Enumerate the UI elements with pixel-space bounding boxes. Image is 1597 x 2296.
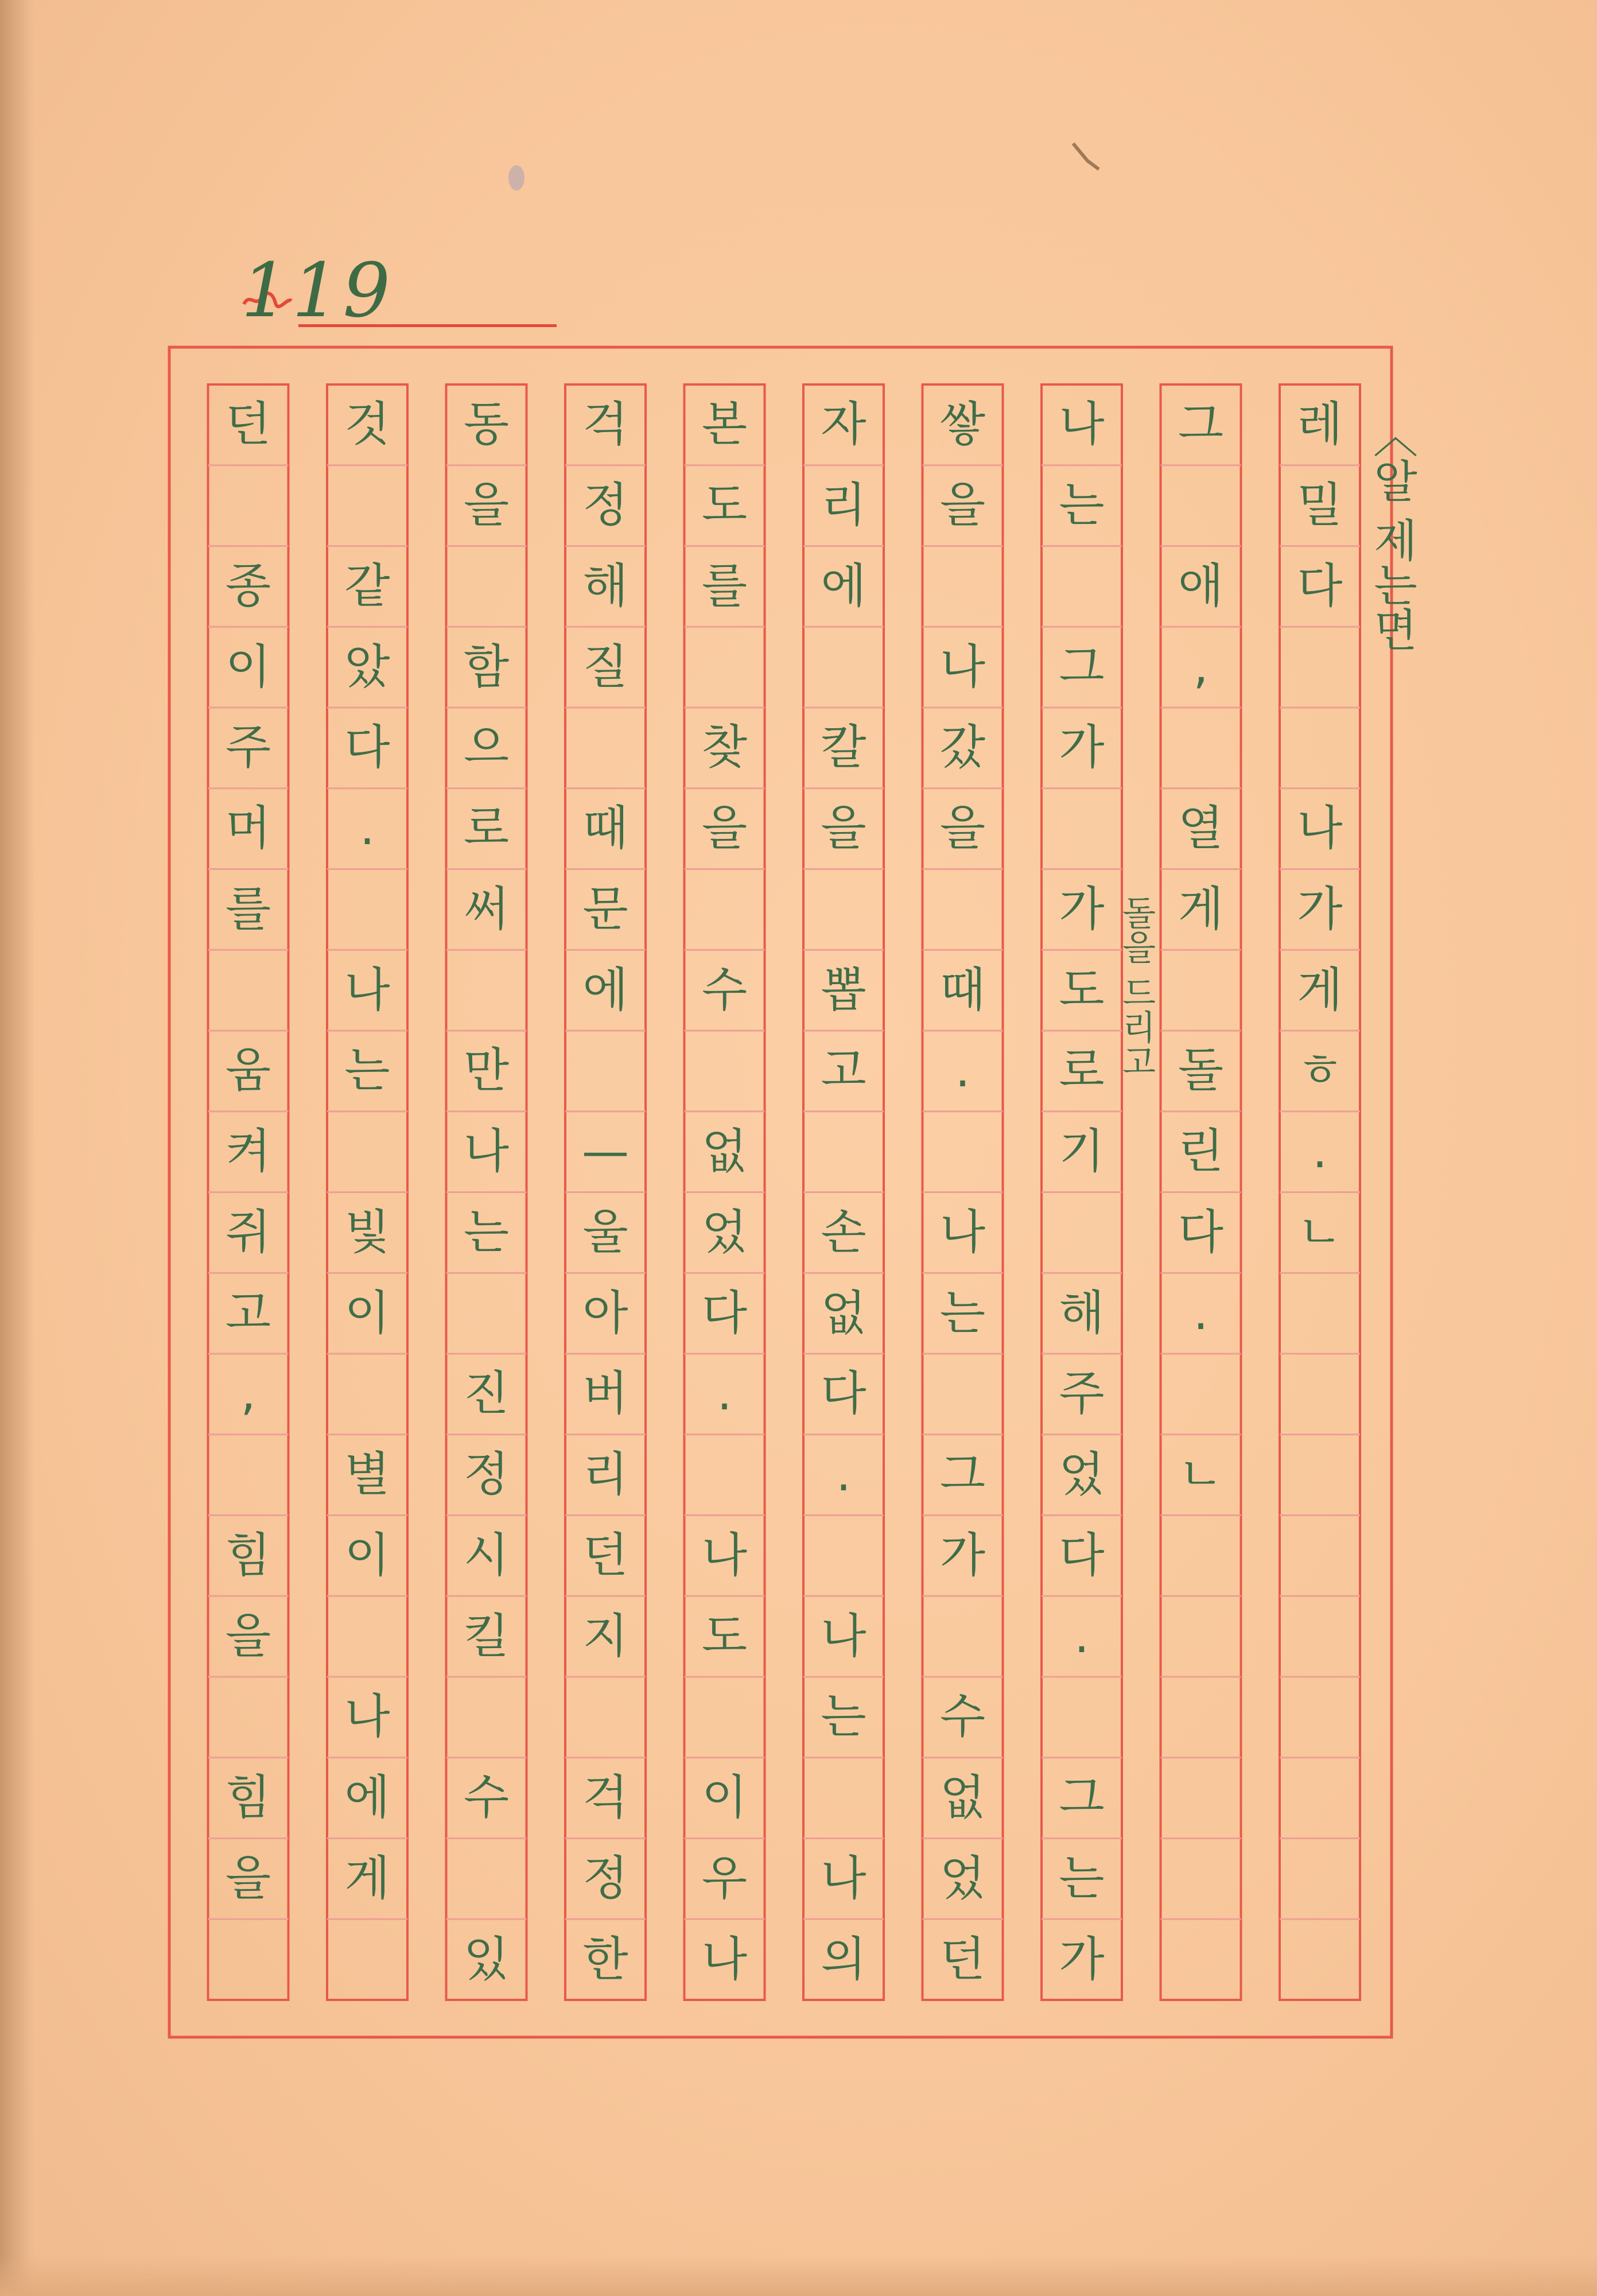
manuscript-char: 정 <box>582 478 628 533</box>
manuscript-char: 애 <box>1178 558 1224 613</box>
manuscript-char: 나 <box>344 962 390 1017</box>
margin-note: 〈알 제는면 <box>1366 413 1417 651</box>
manuscript-char: , <box>1193 639 1209 694</box>
page-number: 119 <box>241 247 394 334</box>
manuscript-char: 지 <box>582 1609 628 1664</box>
manuscript-char: 다 <box>821 1366 867 1421</box>
manuscript-char: 힘 <box>225 1770 271 1825</box>
manuscript-char: 고 <box>821 1043 867 1098</box>
manuscript-char: 그 <box>939 1447 986 1502</box>
manuscript-char: 를 <box>701 558 748 613</box>
manuscript-char: 이 <box>344 1285 390 1341</box>
manuscript-char: 에 <box>821 558 867 613</box>
manuscript-char: 었 <box>1059 1447 1105 1502</box>
manuscript-char: 의 <box>821 1932 867 1987</box>
manuscript-char: . <box>717 1366 732 1421</box>
manuscript-char: 때 <box>939 962 986 1017</box>
manuscript-char: 나 <box>701 1932 748 1987</box>
manuscript-char: 기 <box>1059 1124 1105 1179</box>
manuscript-char: 열 <box>1178 801 1224 856</box>
manuscript-char: 이 <box>225 639 271 694</box>
manuscript-char: 나 <box>939 639 986 694</box>
manuscript-char: 을 <box>939 478 986 533</box>
manuscript-char: 고 <box>225 1285 271 1341</box>
manuscript-char: 는 <box>463 1205 510 1260</box>
manuscript-char: 찾 <box>701 720 748 775</box>
manuscript-char: 리 <box>821 478 867 533</box>
manuscript-char: 손 <box>821 1205 867 1260</box>
manuscript-char: 걱 <box>582 397 628 452</box>
manuscript-char: 정 <box>463 1447 510 1502</box>
manuscript-char: 나 <box>463 1124 510 1179</box>
manuscript-char: 자 <box>821 397 867 452</box>
manuscript-char: 가 <box>939 1528 986 1583</box>
manuscript-char: 정 <box>582 1851 628 1906</box>
manuscript-char: 시 <box>463 1528 510 1583</box>
manuscript-char: 게 <box>344 1851 390 1906</box>
manuscript-char: 걱 <box>582 1770 628 1825</box>
manuscript-char: 킬 <box>463 1609 510 1664</box>
manuscript-char: 수 <box>701 962 748 1017</box>
manuscript-char: 한 <box>582 1932 628 1987</box>
manuscript-char: 도 <box>701 478 748 533</box>
manuscript-char: 힘 <box>225 1528 271 1583</box>
manuscript-char: 있 <box>463 1932 510 1987</box>
manuscript-char: 해 <box>1059 1285 1105 1341</box>
manuscript-char: 다 <box>344 720 390 775</box>
manuscript-char: 는 <box>344 1043 390 1098</box>
manuscript-char: 만 <box>463 1043 510 1098</box>
manuscript-char: 었 <box>701 1205 748 1260</box>
manuscript-char: 을 <box>821 801 867 856</box>
manuscript-char: 에 <box>344 1770 390 1825</box>
manuscript-char: 다 <box>1297 558 1343 613</box>
manuscript-char: 없 <box>939 1770 986 1825</box>
manuscript-char: 나 <box>1059 397 1105 452</box>
manuscript-char: 는 <box>1059 478 1105 533</box>
manuscript-char: 었 <box>939 1851 986 1906</box>
manuscript-char: 게 <box>1297 962 1343 1017</box>
manuscript-char: 에 <box>582 962 628 1017</box>
manuscript-char: 주 <box>225 720 271 775</box>
manuscript-char: 칼 <box>821 720 867 775</box>
manuscript-char: 는 <box>939 1285 986 1341</box>
paper-stain <box>1067 138 1102 184</box>
manuscript-char: 도 <box>701 1609 748 1664</box>
manuscript-char: 우 <box>701 1851 748 1906</box>
manuscript-char: 해 <box>582 558 628 613</box>
manuscript-char: 가 <box>1059 1932 1105 1987</box>
manuscript-char: ㄴ <box>1178 1447 1224 1502</box>
manuscript-char: 빛 <box>344 1205 390 1260</box>
manuscript-char: 던 <box>939 1932 986 1987</box>
manuscript-char: 동 <box>463 397 510 452</box>
manuscript-char: 문 <box>582 881 628 937</box>
manuscript-char: ㅎ <box>1297 1043 1343 1098</box>
manuscript-char: 을 <box>225 1851 271 1906</box>
manuscript-char: . <box>1074 1609 1090 1664</box>
manuscript-char: 켜 <box>225 1124 271 1179</box>
manuscript-char: 가 <box>1059 720 1105 775</box>
manuscript-char: 같 <box>344 558 390 613</box>
manuscript-char: 뽑 <box>821 962 867 1017</box>
manuscript-char: 그 <box>1059 639 1105 694</box>
manuscript-char: 돌 <box>1178 1043 1224 1098</box>
manuscript-char: 다 <box>1178 1205 1224 1260</box>
manuscript-char: 없 <box>701 1124 748 1179</box>
manuscript-char: 버 <box>582 1366 628 1421</box>
manuscript-char: 던 <box>225 397 271 452</box>
manuscript-char: 움 <box>225 1043 271 1098</box>
manuscript-char: 을 <box>225 1609 271 1664</box>
manuscript-char: 던 <box>582 1528 628 1583</box>
manuscript-char: 는 <box>821 1689 867 1745</box>
manuscript-char: 다 <box>701 1285 748 1341</box>
manuscript-char: 가 <box>1297 881 1343 937</box>
manuscript-char: 진 <box>463 1366 510 1421</box>
manuscript-char: 갔 <box>939 720 986 775</box>
manuscript-char: , <box>240 1366 256 1421</box>
manuscript-char: 써 <box>463 881 510 937</box>
manuscript-char: 레 <box>1297 397 1343 452</box>
manuscript-char: 다 <box>1059 1528 1105 1583</box>
manuscript-char: 나 <box>939 1205 986 1260</box>
manuscript-char: 별 <box>344 1447 390 1502</box>
manuscript-char: 을 <box>463 478 510 533</box>
manuscript-char: 본 <box>701 397 748 452</box>
manuscript-char: . <box>1312 1124 1328 1179</box>
manuscript-char: 머 <box>225 801 271 856</box>
manuscript-char: 함 <box>463 639 510 694</box>
manuscript-char: 린 <box>1178 1124 1224 1179</box>
manuscript-char: 수 <box>939 1689 986 1745</box>
manuscript-char: 때 <box>582 801 628 856</box>
manuscript-char: 아 <box>582 1285 628 1341</box>
manuscript-char: 울 <box>582 1205 628 1260</box>
manuscript-char: 나 <box>821 1609 867 1664</box>
manuscript-char: 는 <box>1059 1851 1105 1906</box>
paper-stain <box>499 161 534 195</box>
manuscript-char: 았 <box>344 639 390 694</box>
manuscript-char: 도 <box>1059 962 1105 1017</box>
manuscript-char: . <box>836 1447 852 1502</box>
manuscript-char: — <box>582 1124 629 1179</box>
manuscript-char: 으 <box>463 720 510 775</box>
manuscript-char: 그 <box>1059 1770 1105 1825</box>
manuscript-char: . <box>955 1043 970 1098</box>
manuscript-char: 을 <box>939 801 986 856</box>
manuscript-char: 나 <box>701 1528 748 1583</box>
inline-insertion: 돌을 드리고 <box>1116 895 1156 1079</box>
manuscript-char: 것 <box>344 397 390 452</box>
manuscript-char: 쥐 <box>225 1205 271 1260</box>
manuscript-char: 수 <box>463 1770 510 1825</box>
manuscript-char: . <box>1193 1285 1209 1341</box>
manuscript-char: 쌓 <box>939 397 986 452</box>
manuscript-char: . <box>359 801 375 856</box>
manuscript-char: 주 <box>1059 1366 1105 1421</box>
manuscript-char: 가 <box>1059 881 1105 937</box>
manuscript-char: 밀 <box>1297 478 1343 533</box>
manuscript-char: 로 <box>1059 1043 1105 1098</box>
manuscript-char: 리 <box>582 1447 628 1502</box>
manuscript-char: ㄴ <box>1297 1205 1343 1260</box>
manuscript-char: 로 <box>463 801 510 856</box>
manuscript-char: 나 <box>344 1689 390 1745</box>
manuscript-char: 없 <box>821 1285 867 1341</box>
manuscript-char: 이 <box>344 1528 390 1583</box>
manuscript-char: 를 <box>225 881 271 937</box>
manuscript-char: 나 <box>821 1851 867 1906</box>
manuscript-char: 나 <box>1297 801 1343 856</box>
manuscript-char: 그 <box>1178 397 1224 452</box>
manuscript-char: 게 <box>1178 881 1224 937</box>
manuscript-char: 을 <box>701 801 748 856</box>
manuscript-char: 종 <box>225 558 271 613</box>
manuscript-char: 이 <box>701 1770 748 1825</box>
manuscript-char: 질 <box>582 639 628 694</box>
